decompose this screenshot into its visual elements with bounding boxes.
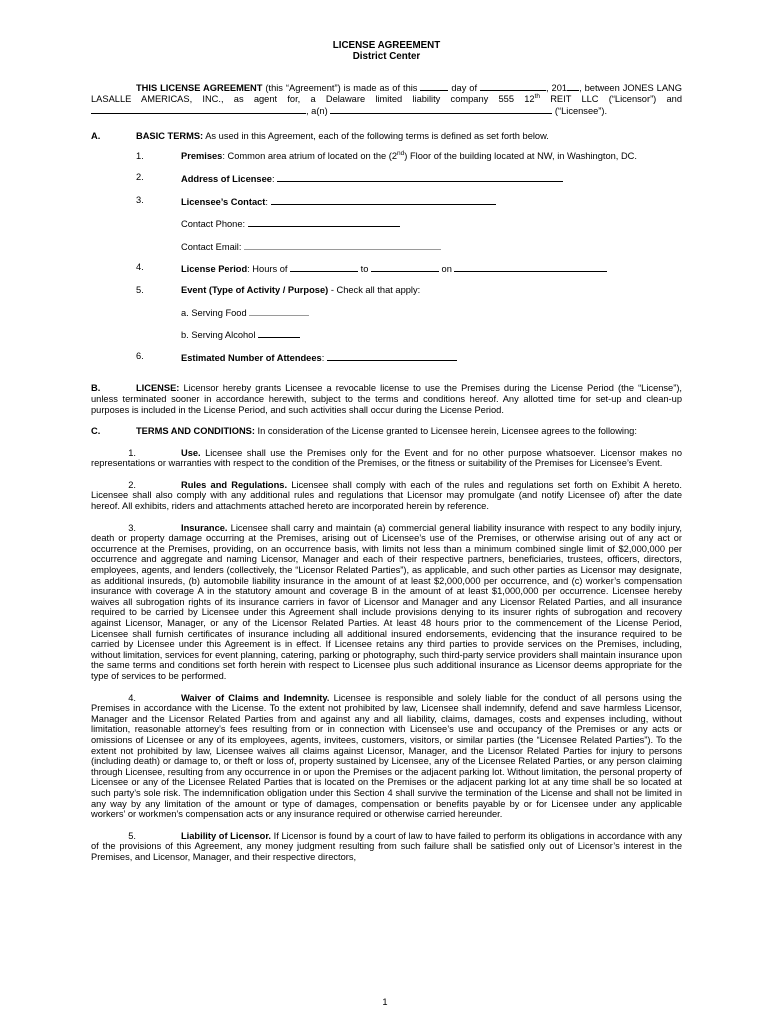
licensee-name-blank[interactable] <box>91 104 306 114</box>
document-subtitle: District Center <box>352 51 421 62</box>
basic-term-event: 5. Event (Type of Activity / Purpose) - Check all that apply: <box>136 284 421 295</box>
intro-paragraph: THIS LICENSE AGREEMENT (this “Agreement”) is made as of this day of , 201 , between JONES LANG LASALLE AMERICAS, INC., as agent for, a Delaware limited liability company 555 12th REIT LLC (“Licensor”) and , a(n) (“Licensee”). <box>91 83 682 117</box>
contact-email-line: Contact Email: <box>181 240 682 253</box>
contact-blank[interactable] <box>271 195 496 205</box>
month-blank[interactable] <box>480 81 546 91</box>
attendees-blank[interactable] <box>327 351 457 361</box>
section-terms: C. TERMS AND CONDITIONS: In consideration of the License granted to Licensee herein, Licensee agrees to the following: <box>91 426 637 437</box>
document-page <box>91 40 682 862</box>
terms-para-waiver: 4. Waiver of Claims and Indemnity. Licensee is responsible and solely liable for the conduct of all persons using the Premises in accordance with the License. To the extent not prohibited by law, Licensee shall indemnify, defend and save harmless Licensor, Manager and the Licensor Related Parties from and against any and all liability, claims, damages, costs and expenses including, without limitation, reasonable attorney’s fees resulting from or in connection with Licensee’s use and occupancy of the Premises or any acts or omissions of Licensee or any of its employees, agents, invitees, customers, visitors, or similar parties (the “Licensee Related Parties”). To the extent not prohibited by law, Licensee waives all claims against Licensor, Manager, and the Licensor Related Parties for injury to persons (including death) or damage to, or theft or loss of, property sustained by Licensee, any of the Licensee Related Parties, or any person claiming through Licensee, resulting from any occurrence in or upon the Premises or the adjacent parking lot. Without limitation, the personal property of Licensee or any of the Licensee Related Parties that is located on the Premises or the adjacent parking lot at any time shall be so located at such party’s sole risk. The indemnification obligation under this Section 4 shall survive the termination of the License and shall not be limited in any way by any limitation of the amount or type of damages, compensation or benefits payable by or for Licensee under any applicable workers’ or workmen’s compensation acts or any insurance required or otherwise carried hereunder. <box>91 692 682 820</box>
address-blank[interactable] <box>277 172 563 182</box>
contact-phone-line: Contact Phone: <box>181 217 682 230</box>
serving-alcohol-blank[interactable] <box>258 328 300 338</box>
contact-email-blank[interactable] <box>244 240 441 250</box>
terms-para-liability: 5. Liability of Licensor. If Licensor is found by a court of law to have failed to perform its obligations in accordance with any of the provisions of this Agreement, any money judgment resulting from such failure shall be satisfied only out of Licensor’s interest in the Premises, and Licensor, Manager, and their respective directors, <box>91 830 682 862</box>
intro-lead: THIS LICENSE AGREEMENT <box>136 83 263 93</box>
period-date-blank[interactable] <box>454 262 607 272</box>
document-title: LICENSE AGREEMENT <box>332 40 441 51</box>
terms-para-insurance: 3. Insurance. Licensee shall carry and maintain (a) commercial general liability insurance with respect to any bodily injury, death or property damage occurring at the Premises, arising out of Licensee’s use of the Premises, or otherwise arising out of any act or occurrence at the Premises, providing, on an occurrence basis, with limits not less than a minimum combined single limit of $2,000,000 per occurrence and aggregate and naming Licensor, Manager and each of their respective partners, beneficiaries, trustees, officers, directors, employees, agents, and lenders (collectively, the “Licensor Related Parties”), as applicable, and such other parties as Licensor may designate, as additional insureds, (b) automobile liability insurance in the amount of at least $2,000,000 per occurrence, and (c) worker’s compensation insurance with coverage A in the statutory amount and coverage B in the amount of at least $1,000,000 per occurrence. Licensee hereby waives all subrogation rights of its insurance carriers in favor of Licensor and Manager and any Licensor Related Parties, and all insurance required to be carried by Licensee under this Agreement shall include provisions denying to its insurer rights of subrogation and recovery against Licensor, Manager, or any of the Licensor Related Parties. At least 48 hours prior to the commencement of the License Period, Licensee shall furnish certificates of insurance including all additional insured endorsements, evidencing that the insurance required to be carried by Licensee under this Agreement is in effect. If Licensee retains any third parties to provide services on the Premises, including, without limitation, services for event planning, catering, parking or photography, such third-party service providers shall maintain insurance upon the same terms and conditions set forth herein with respect to Licensee plus such additional insurance as Licensor deems appropriate for the type of services to be performed. <box>91 522 682 681</box>
licensee-entity-blank[interactable] <box>330 104 552 114</box>
basic-term-address: 2. Address of Licensee: <box>136 172 682 185</box>
hours-to-blank[interactable] <box>371 262 439 272</box>
contact-phone-blank[interactable] <box>248 217 400 227</box>
terms-para-use: 1. Use. Licensee shall use the Premises only for the Event and for no other purpose whatsoever. Licensor makes no representations or warranties with respect to the condition of the Premises, or the fitness or suitability of the Premises for Licensee’s Event. <box>91 447 682 469</box>
serving-alcohol-line: b. Serving Alcohol <box>181 328 682 341</box>
section-license: B. LICENSE: Licensor hereby grants Licensee a revocable license to use the Premises during the License Period (the “License”), unless terminated sooner in accordance herewith, subject to the terms and conditions hereof. Any allotted time for set-up and clean-up purposes is included in the License Period, and such activities shall occur during the License Period. <box>91 383 682 415</box>
day-blank[interactable] <box>420 81 448 91</box>
year-blank[interactable] <box>567 81 579 91</box>
basic-term-license-period: 4. License Period: Hours of to on <box>136 262 682 275</box>
basic-term-contact: 3. Licensee’s Contact: <box>136 195 682 208</box>
page-number: 1 <box>382 997 388 1007</box>
basic-term-premises: 1. Premises: Common area atrium of located on the (2nd) Floor of the building located at NW, in Washington, DC. <box>136 150 637 162</box>
basic-term-attendees: 6. Estimated Number of Attendees: <box>136 351 682 364</box>
section-basic-terms: A. BASIC TERMS: As used in this Agreement, each of the following terms is defined as set forth below. <box>91 130 549 141</box>
serving-food-line: a. Serving Food <box>181 306 682 319</box>
terms-para-rules: 2. Rules and Regulations. Licensee shall comply with each of the rules and regulations set forth on Exhibit A hereto. Licensee shall also comply with any additional rules and regulations that Licensor may promulgate (and notify Licensee of) after the date hereof. All exhibits, riders and attachments attached hereto are incorporated herein by reference. <box>91 479 682 512</box>
serving-food-blank[interactable] <box>249 306 309 316</box>
hours-from-blank[interactable] <box>290 262 358 272</box>
